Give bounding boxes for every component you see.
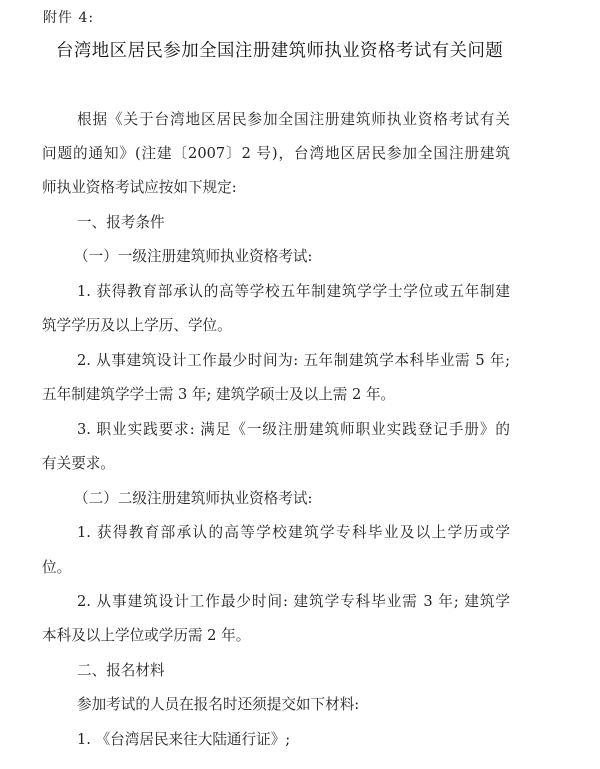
- requirement-item-line: 3. 职业实践要求: 满足《一级注册建筑师职业实践登记手册》的: [77, 421, 510, 438]
- requirement-item-line: 2. 从事建筑设计工作最少时间为: 五年制建筑学本科毕业需 5 年;: [77, 352, 510, 369]
- requirement-item-line: 1. 获得教育部承认的高等学校五年制建筑学学士学位或五年制建: [77, 283, 510, 300]
- document-title: 台湾地区居民参加全国注册建筑师执业资格考试有关问题: [56, 41, 504, 61]
- requirement-item-line: 位。: [42, 559, 72, 576]
- intro-paragraph-line: 师执业资格考试应按如下规定:: [42, 179, 237, 196]
- requirement-item-line: 有关要求。: [42, 455, 115, 472]
- intro-paragraph-line: 根据《关于台湾地区居民参加全国注册建筑师执业资格考试有关: [77, 111, 510, 128]
- subsection-heading-level1: （一）一级注册建筑师执业资格考试:: [74, 248, 313, 265]
- section-heading-requirements: 一、报考条件: [77, 214, 165, 231]
- requirement-item-line: 1. 获得教育部承认的高等学校建筑学专科毕业及以上学历或学: [77, 524, 510, 541]
- subsection-heading-level2: （二）二级注册建筑师执业资格考试:: [74, 490, 313, 507]
- materials-item: 1. 《台湾居民来往大陆通行证》;: [77, 731, 291, 748]
- requirement-item-line: 五年制建筑学学士需 3 年; 建筑学硕士及以上需 2 年。: [42, 386, 396, 403]
- attachment-label: 附件 4:: [43, 10, 95, 26]
- requirement-item-line: 2. 从事建筑设计工作最少时间: 建筑学专科毕业需 3 年; 建筑学: [77, 593, 510, 610]
- materials-intro: 参加考试的人员在报名时还须提交如下材料:: [77, 696, 360, 713]
- requirement-item-line: 本科及以上学位或学历需 2 年。: [42, 627, 251, 644]
- intro-paragraph-line: 问题的通知》(注建〔2007〕2 号)，台湾地区居民参加全国注册建筑: [42, 145, 510, 162]
- section-heading-materials: 二、报名材料: [77, 662, 165, 679]
- requirement-item-line: 筑学学历及以上学历、学位。: [42, 317, 232, 334]
